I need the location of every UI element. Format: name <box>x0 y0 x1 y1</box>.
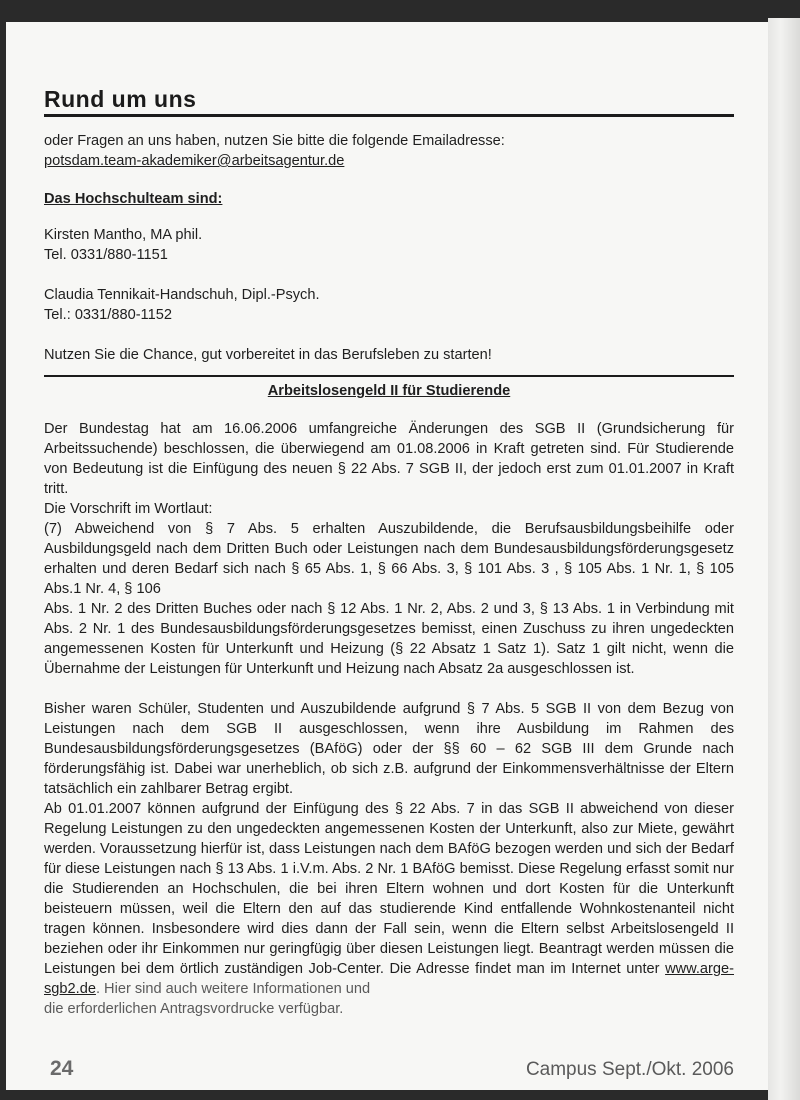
magazine-page <box>6 22 768 1090</box>
article-paragraph: (7) Abweichend von § 7 Abs. 5 erhalten Auszubildende, die Berufsausbildungsbeihilfe oder Ausbildungsgeld nach dem Dritten Buch oder Leistungen nach dem Bundesausbildungsförderungsgesetz erhalten und deren Bedarf sich nach § 65 Abs. 1, § 66 Abs. 3, § 101 Abs. 3 , § 105 Abs. 1 Nr. 1, § 105 Abs.1 Nr. 4, § 106 <box>44 521 734 597</box>
team-heading: Das Hochschulteam sind: <box>44 191 223 207</box>
contact-intro: oder Fragen an uns haben, nutzen Sie bitte die folgende Emailadresse: <box>44 133 505 149</box>
article-paragraph: Die Vorschrift im Wortlaut: <box>44 501 213 517</box>
page-content <box>44 86 734 1019</box>
article-text: Ab 01.01.2007 können aufgrund der Einfügung des § 22 Abs. 7 in das SGB II abweichend von dieser Regelung Leistungen zu den ungedeckten angemessenen Kosten der Unterkunft, also zur Miete, gewährt werden. Voraussetzung hierfür ist, dass Leistungen nach dem BAföG bezogen werden und sich der Bedarf für diese Leistungen nach § 13 Abs. 1 i.V.m. Abs. 2 Nr. 1 BAföG bemisst. Diese Regelung erfasst somit nur die Studierenden an Hochschulen, die bei ihren Eltern wohnen und dort Kosten für die Unterkunft beisteuern müssen, weil die Eltern den auf das studierende Kind entfallende Wohnkostenanteil nicht tragen können. Insbesondere wird dies dann der Fall sein, wenn die Eltern selbst Arbeitslosengeld II beziehen oder ihr Einkommen nur geringfügig über diesen Leistungen liegt. Beantragt werden müssen die Leistungen bei dem örtlich zuständigen Job-Center. Die Adresse findet man im Internet unter <box>44 801 734 977</box>
person-phone: Tel.: 0331/880-1152 <box>44 307 172 323</box>
section-title: Rund um uns <box>44 86 197 112</box>
person-phone: Tel. 0331/880-1151 <box>44 247 168 263</box>
team-closing: Nutzen Sie die Chance, gut vorbereitet in das Berufsleben zu starten! <box>44 347 492 363</box>
article-paragraph: Der Bundestag hat am 16.06.2006 umfangreiche Änderungen des SGB II (Grundsicherung für Arbeitssuchende) beschlossen, die überwiegend am 01.08.2006 in Kraft getreten sind. Für Studierende von Bedeutung ist die Einfügung des neuen § 22 Abs. 7 SGB II, der jedoch erst zum 01.01.2007 in Kraft tritt. <box>44 421 734 497</box>
article-rule <box>44 375 734 377</box>
arge-link[interactable]: www.arge-sgb2.de <box>44 961 734 997</box>
article-text: . Hier sind auch weitere Informationen und <box>95 981 371 997</box>
article-paragraph: Abs. 1 Nr. 2 des Dritten Buches oder nach § 12 Abs. 1 Nr. 2, Abs. 2 und 3, § 13 Abs. 1 in Verbindung mit Abs. 2 Nr. 1 des Bundesausbildungsförderungsgesetzes bemisst, einen Zuschuss zu ihren ungedeckten angemessenen Kosten für Unterkunft und Heizung (§ 22 Absatz 1 Satz 1). Satz 1 gilt nicht, wenn die Übernahme der Leistungen für Unterkunft und Heizung nach Absatz 2a ausgeschlossen ist. <box>44 601 734 677</box>
person-name: Kirsten Mantho, MA phil. <box>44 227 203 243</box>
publication-info: Campus Sept./Okt. 2006 <box>525 1059 734 1080</box>
page-edge <box>768 18 800 1100</box>
person-name: Claudia Tennikait-Handschuh, Dipl.-Psych. <box>44 287 320 303</box>
page-footer <box>50 1057 734 1081</box>
page-number: 24 <box>50 1057 74 1080</box>
contact-email-link[interactable]: potsdam.team-akademiker@arbeitsagentur.de <box>44 153 345 169</box>
article-title: Arbeitslosengeld II für Studierende <box>267 383 511 399</box>
article-paragraph <box>44 799 734 999</box>
article-paragraph: Bisher waren Schüler, Studenten und Auszubildende aufgrund § 7 Abs. 5 SGB II von dem Bezug von Leistungen nach dem SGB II ausgeschlossen, wenn ihre Ausbildung im Rahmen des Bundesausbildungsförderungsgesetzes (BAföG) oder der §§ 60 – 62 SGB III dem Grunde nach förderungsfähig ist. Dabei war unerheblich, ob sich z.B. aufgrund der Einkommensverhältnisse der Eltern tatsächlich ein zahlbarer Betrag ergibt. <box>44 701 734 797</box>
article-paragraph: die erforderlichen Antragsvordrucke verfügbar. <box>44 1001 344 1017</box>
title-rule <box>44 114 734 117</box>
